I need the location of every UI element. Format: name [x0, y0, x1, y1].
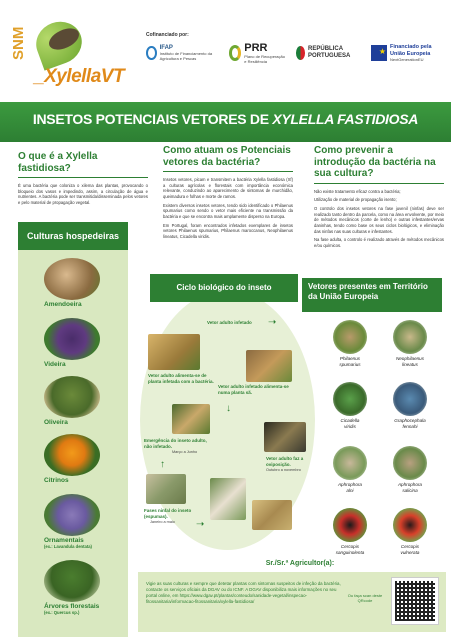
partner-logos [146, 40, 446, 66]
cultures-heading: Culturas hospedeiras [18, 222, 128, 250]
vector-photo [333, 320, 367, 354]
vector-item [382, 320, 438, 367]
partner-sub: Plano de Recuperação e Resiliência [244, 54, 285, 64]
vector-item [382, 382, 438, 429]
stage-emergence-photo [172, 404, 210, 434]
crop-label: Oliveira [44, 419, 68, 426]
title-band [0, 102, 451, 142]
vector-name: Cercopis vulnerata [400, 544, 420, 555]
vector-name: Graphocephala fennahi [394, 418, 426, 429]
page-title: INSETOS POTENCIAIS VETORES DE XYLELLA FASTIDIOSA [32, 111, 419, 127]
vector-photo [333, 446, 367, 480]
stage-larva-photo [252, 500, 292, 530]
lavender-photo [44, 494, 100, 536]
snm-xylellavt-logo [6, 20, 125, 90]
partner-republica [296, 46, 361, 60]
ifap-icon [146, 46, 157, 60]
crop-forest [44, 560, 100, 615]
crop-label: Árvores florestais [44, 603, 100, 610]
partner-name: REPÚBLICA PORTUGUESA [308, 46, 351, 59]
vector-item [382, 508, 438, 555]
logo-name: _XylellaVT [34, 66, 125, 87]
vectors-heading: Vetores presentes em Território da União Europeia [302, 278, 442, 312]
prr-icon [229, 45, 241, 61]
cycle-arrow-icon: ➝ [196, 519, 205, 530]
stage-emergence-time: Março a Junho [172, 450, 198, 454]
partner-eu [371, 44, 446, 62]
crop-label: Ornamentais [44, 537, 84, 544]
partner-prr [229, 42, 286, 64]
qr-label: Ou faça scan deste QRcode [347, 593, 383, 603]
partner-name: IFAP [159, 45, 173, 51]
crop-label: Amendoeira [44, 301, 82, 308]
eu-flag-icon [371, 45, 387, 61]
crop-vine [44, 318, 100, 368]
paragraph: Existem diversos insetos vetores, tendo sido identificado o Philaenus spumarius como sendo o vetor mais eficiente na transmissão da bactéria e que se encontra mais amplamente disperso na Europa. [163, 202, 293, 220]
intro-prevention [314, 145, 444, 252]
stage-oviposition-label: Vetor adulto faz a oviposição. [266, 456, 304, 467]
vector-item [322, 320, 378, 367]
vector-name: Cercopis sanguinolenta [335, 544, 365, 555]
qr-code-icon[interactable] [392, 578, 438, 624]
cofinanced-label: Cofinanciado por: [146, 32, 189, 38]
vector-name: Cicadella viridis [340, 418, 360, 429]
almond-photo [44, 258, 100, 300]
logo-prefix: SNM [10, 26, 27, 60]
paragraph: É uma bactéria que coloniza o xilema das plantas, provocando o bloqueio dos vasos e impedindo, assim, a circulação de água e nutrientes. A bactéria pode ser transmitida/disseminada pelos vetores e pelo material de propagação vegetal. [18, 183, 148, 206]
citrus-photo [44, 434, 100, 476]
partner-sub: NextGenerationEU [389, 57, 424, 63]
vector-photo [393, 446, 427, 480]
vector-photo [393, 320, 427, 354]
stage-adult-feeding-photo [148, 334, 200, 370]
farmer-heading: Sr./Sr.ª Agricultor(a): [265, 560, 335, 567]
crop-citrus [44, 434, 100, 484]
intro-what-is [18, 145, 148, 209]
vector-item [382, 446, 438, 493]
republica-icon [296, 46, 305, 60]
paragraph: Em Portugal, foram encontrados infetados exemplares de insetos vetores Philaenus spumarius, Philaenus maroccanus, Neophilaenus lineatus, Cicadella viridis. [163, 222, 293, 240]
oak-photo [44, 560, 100, 602]
stage-oviposition-photo [264, 422, 306, 452]
partner-sub: Instituto de Financiamento da Agricultura e Pescas [159, 51, 213, 61]
cycle-arrow-icon: ➝ [268, 317, 277, 328]
paragraph: Utilização de material de propagação isento; [314, 197, 397, 203]
farmer-text: Vigie as suas culturas e sempre que detetar plantas com sintomas suspeitos de infeção da bactéria, contacte os serviços oficiais da DGAV ou do ICNF. A DGAV disponibiliza mais informações no seu portal online, em https://www.dgav.pt/plantas/conteudo/sanidade-vegetal/inspecao-fitossanitaria/informacao-fitossanitaria/xylella-fastidiosa/ [146, 581, 341, 605]
section-heading: O que é a Xylella fastidiosa? [18, 151, 148, 178]
stage-nymph-label: Fases ninfal do inseto (espumas). [144, 508, 192, 519]
stage-nymph-photo [146, 474, 186, 504]
crop-almond [44, 258, 100, 308]
section-heading: Como atuam os Potenciais vetores da bactéria? [163, 145, 293, 172]
life-cycle-heading: Ciclo biológico do inseto [150, 274, 298, 302]
vine-photo [44, 318, 100, 360]
vector-name: Philaenus spumarius [339, 356, 361, 367]
crop-label: Citrinos [44, 477, 69, 484]
vector-name: Aphrophora alni [337, 482, 362, 493]
section-heading: Como prevenir a introdução da bactéria na sua cultura? [314, 145, 444, 184]
vector-photo [393, 508, 427, 542]
stage-egg-photo [210, 478, 246, 520]
stage-adult-infected-label: Vetor adulto infetado [207, 320, 252, 325]
olive-photo [44, 376, 100, 418]
stage-emergence-label: Emergência do inseto adulto, não infetado. [144, 438, 207, 449]
vector-name: Neophilaenus lineatus [395, 356, 425, 367]
paragraph: Não existe tratamento eficaz contra a bactéria; [314, 188, 401, 194]
paragraph: O controlo dos insetos vetores na fase juvenil (ninfas) deve ser realizado tanto dentro da parcela, como na área envolvente, por meio de métodos mecânicos (corte de lenho) e outras infestantes/ervas daninhas, tendo como base os seus ciclos biológicos, e eliminação das ninfas nas suas culturas e infestantes. [314, 205, 444, 234]
crop-label: Videira [44, 361, 66, 368]
stage-adult-healthy-plant-label: Vetor adulto infetado alimenta-se numa planta sã. [218, 384, 289, 395]
vector-name: Aphrophora salicina [397, 482, 422, 493]
crop-sub: (ex.: Quercus sp.) [44, 610, 80, 615]
crop-ornamental [44, 494, 100, 549]
stage-adult-feeds-label: Vetor adulto alimenta-se de planta infetada com a bactéria. [148, 373, 214, 384]
vector-item [322, 382, 378, 429]
vector-item [322, 508, 378, 555]
paragraph: Insetos vetores, picam e transmitem a bactéria Xylella fastidiosa (Xf) a culturas agrícolas e florestais com importância económica relevante, conduzindo ao aparecimento de sintomas de murchidão, queimadura e folhas e morte de ramos. [163, 177, 293, 200]
crop-olive [44, 376, 100, 426]
intro-how-vectors-act [163, 145, 293, 243]
stage-oviposition-time: Outubro a novembro [266, 468, 301, 472]
vector-photo [333, 382, 367, 416]
partner-name: PRR [244, 42, 268, 54]
crop-sub: (ex.: Lavandula dentata) [44, 544, 92, 549]
partner-ifap [146, 45, 219, 61]
vector-photo [393, 382, 427, 416]
partner-name: Financiado pela União Europeia [389, 43, 432, 57]
stage-nymph-time: Janeiro a maio [150, 520, 175, 524]
cycle-arrow-icon: ↓ [226, 403, 231, 414]
cycle-arrow-icon: ↑ [160, 459, 165, 470]
paragraph: Na fase adulta, o controlo é realizado através de métodos mecânicos e/ou químicos. [314, 237, 444, 248]
vector-photo [333, 508, 367, 542]
vector-item [322, 446, 378, 493]
stage-adult-infected-photo [246, 350, 292, 382]
